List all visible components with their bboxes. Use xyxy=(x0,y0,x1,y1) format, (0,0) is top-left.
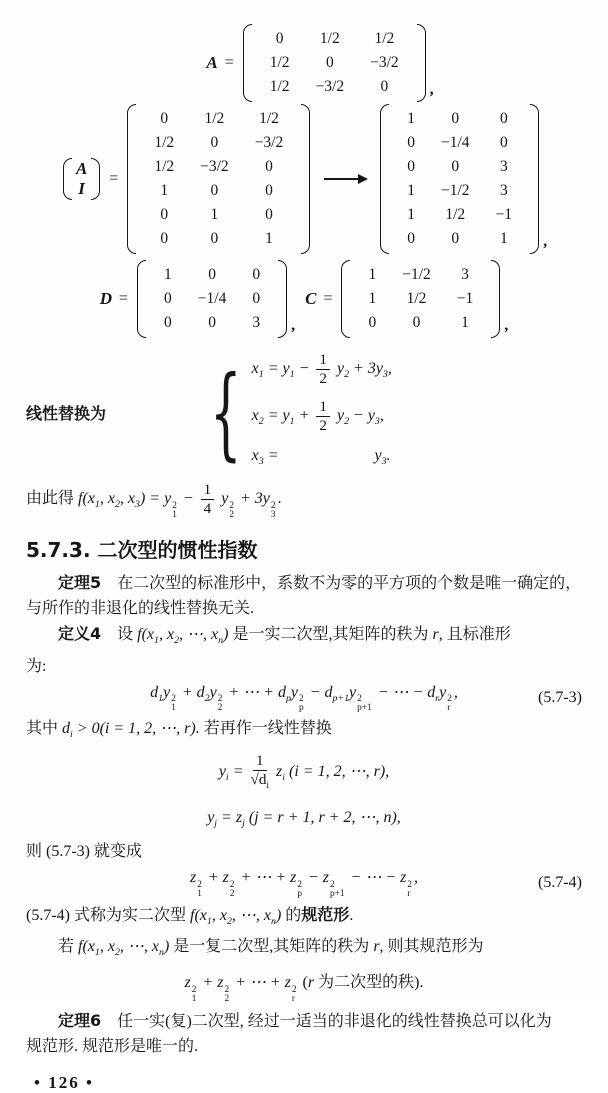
matrix-a-label: A xyxy=(206,53,218,72)
matrix-cell: 0 xyxy=(164,290,172,307)
matrix-cell: −3/2 xyxy=(315,78,345,95)
matrix-cell: 0 xyxy=(208,266,216,283)
matrix-a xyxy=(243,24,426,102)
matrix-cell: 0 xyxy=(451,158,460,175)
substitution-system xyxy=(194,346,392,478)
matrix-cell: 0 xyxy=(210,230,219,247)
matrix-cell: 0 xyxy=(275,30,284,47)
equation-5-7-4-body: z 2 1 + z 2 2 + ⋯ + z 2 p − z 2 p+1 − ⋯ − z 2 r , xyxy=(189,869,418,900)
matrix-cell: −1/2 xyxy=(402,266,431,283)
left-paren xyxy=(380,104,389,254)
substitution-eq-3: $x_3 = y_3$. xyxy=(251,446,391,467)
matrix-cell: 0 xyxy=(368,314,377,331)
matrix-cell: 1/2 xyxy=(154,134,175,151)
matrix-cell: 1/2 xyxy=(445,206,466,223)
left-paren xyxy=(341,260,350,338)
linear-substitution-label: 线性替换为 xyxy=(26,403,107,423)
right-paren xyxy=(301,104,310,254)
left-paren xyxy=(127,104,136,254)
matrix-d-label: D xyxy=(99,289,112,308)
equation-number-5-7-3: (5.7-3) xyxy=(538,688,582,706)
matrix-c-label: C xyxy=(305,289,317,308)
matrix-cell: 0 xyxy=(164,314,172,331)
matrix-cell: 0 xyxy=(265,158,273,175)
matrix-cell: 0 xyxy=(210,182,219,199)
matrix-cell: 0 xyxy=(208,314,216,331)
matrix-cell: 1/2 xyxy=(259,110,279,127)
matrix-cell: 0 xyxy=(407,158,415,175)
matrix-cell: 0 xyxy=(160,206,169,223)
canonical-form-paragraph: (5.7-4) 式称为实二次型 $f(x_1$, $x_2$, ⋯, $x_n$) 的规范形. xyxy=(26,904,354,927)
matrix-cell: 1/2 xyxy=(269,78,290,95)
matrix-cell: 0 xyxy=(160,110,169,127)
matrix-cell: −3/2 xyxy=(200,158,229,175)
matrix-cell: 0 xyxy=(252,266,261,283)
matrix-cell: 1/2 xyxy=(154,158,175,175)
matrix-cell: 3 xyxy=(499,158,508,175)
result-function-line: 由此得 $f(x_1$, $x_2$, $x_3) = y$ 2 1 − $\frac{1}{4}$ y 2 2 + 3y 2 3 . xyxy=(26,481,282,521)
matrix-cell: 0 xyxy=(407,230,415,247)
matrix-d xyxy=(137,260,287,338)
matrix-cell: 0 xyxy=(210,134,219,151)
stacked-a-i-label xyxy=(63,158,100,199)
matrix-cell: 1 xyxy=(499,230,508,247)
page-number: • 126 • xyxy=(34,1073,94,1093)
matrix-cell: 1/2 xyxy=(319,30,340,47)
matrix-cell: 1 xyxy=(265,230,273,247)
augmented-matrix-equation xyxy=(26,104,582,254)
left-paren xyxy=(137,260,146,338)
comma: , xyxy=(291,317,296,334)
matrix-cell: −1 xyxy=(456,290,474,307)
equation-5-7-4 xyxy=(26,867,582,899)
matrix-cell: 0 xyxy=(451,110,460,127)
reduced-matrix xyxy=(380,104,539,254)
matrix-cell: −1 xyxy=(495,206,513,223)
matrix-cell: 1 xyxy=(461,314,469,331)
left-brace: { xyxy=(209,353,242,471)
matrix-cell: 0 xyxy=(252,290,261,307)
matrix-cell: −3/2 xyxy=(370,54,399,71)
matrix-cell: 0 xyxy=(499,134,508,151)
equals-sign: = xyxy=(119,290,129,307)
matrix-cell: 1 xyxy=(407,110,415,127)
matrix-cell: 3 xyxy=(499,182,508,199)
stack-top-a: A xyxy=(75,159,88,179)
matrix-cell: 0 xyxy=(499,110,508,127)
matrix-cell: 1/2 xyxy=(406,290,427,307)
right-paren xyxy=(530,104,539,254)
matrix-cell: 1 xyxy=(368,290,377,307)
right-paren xyxy=(491,260,500,338)
augmented-matrix xyxy=(127,104,310,254)
substitution-yi-equation: $y_i$ = $\frac{1}{√d_i}$ $z_i$ (i = 1, 2, ⋯, r), xyxy=(218,751,390,791)
matrix-a-equation xyxy=(42,24,598,102)
matrix-cell: −1/4 xyxy=(197,290,227,307)
matrix-cell: 1 xyxy=(164,266,172,283)
then-becomes-line: 则 (5.7-3) 就变成 xyxy=(26,843,142,861)
right-paren xyxy=(278,260,287,338)
matrix-cell: 0 xyxy=(265,206,273,223)
matrix-cell: 1 xyxy=(210,206,219,223)
matrix-cell: −1/2 xyxy=(441,182,470,199)
matrix-cell: 1/2 xyxy=(204,110,225,127)
matrix-cell: 0 xyxy=(325,54,334,71)
comma: , xyxy=(504,317,509,334)
equation-5-7-3 xyxy=(26,682,582,714)
matrix-cell: 0 xyxy=(407,134,415,151)
complex-canonical-form: z 2 1 + z 2 2 + ⋯ + z 2 r (r 为二次型的秩). xyxy=(184,973,424,1004)
matrix-cell: 1/2 xyxy=(269,54,290,71)
substitution-eq-1: $x_1 = y_1$ − $\frac{1}{2}$ $y_2 + 3y_3$, xyxy=(251,351,392,387)
matrix-cell: 1/2 xyxy=(374,30,395,47)
matrix-cell: 0 xyxy=(451,230,460,247)
condition-line: 其中 $d_i > 0(i = 1$, 2, ⋯, r). 若再作一线性替换 xyxy=(26,719,332,740)
matrix-cell: 0 xyxy=(265,182,273,199)
equation-number-5-7-4: (5.7-4) xyxy=(538,874,582,892)
matrix-c xyxy=(341,260,500,338)
matrix-cell: 1 xyxy=(407,182,415,199)
matrix-cell: 1 xyxy=(368,266,377,283)
matrix-cell: 1 xyxy=(407,206,415,223)
equals-sign: = xyxy=(323,290,333,307)
right-paren xyxy=(91,158,100,199)
matrix-cell: 0 xyxy=(380,78,389,95)
matrix-cell: 0 xyxy=(160,230,169,247)
equation-5-7-3-body: $d_1y$ 2 1 + $d_2y$ 2 2 + ⋯ + $d_py$ 2 p − $d_{p+1}y$ 2 p+1 − ⋯ − $d_ry$ 2 r , xyxy=(150,683,458,714)
matrix-cell: 0 xyxy=(412,314,421,331)
matrix-cell: 1 xyxy=(160,182,169,199)
complex-case-paragraph: 若 $f(x_1$, $x_2$, ⋯, $x_n$) 是一复二次型,其矩阵的秩为 r, 则其规范形为 xyxy=(58,937,484,958)
matrix-cell: −3/2 xyxy=(254,134,284,151)
comma: , xyxy=(429,81,434,98)
matrix-cell: −1/4 xyxy=(441,134,470,151)
right-arrow-icon xyxy=(324,178,366,180)
comma: , xyxy=(543,233,548,250)
substitution-yj-equation: $y_j = z_j$ (j = r + 1, r + 2, ⋯, n), xyxy=(207,809,401,830)
right-paren xyxy=(417,24,426,102)
theorem-6-paragraph: 定理6 任一实(复)二次型, 经过一适当的非退化的线性替换总可以化为 规范形. 规范形是唯一的. xyxy=(26,1011,552,1056)
left-paren xyxy=(243,24,252,102)
substitution-eq-2: $x_2 = y_1$ + $\frac{1}{2}$ $y_2 - y_3$, xyxy=(251,397,384,434)
stack-bottom-i: I xyxy=(78,179,85,198)
left-paren xyxy=(63,158,72,199)
section-heading: 5.7.3. 二次型的惯性指数 xyxy=(26,538,258,563)
linear-substitution-block xyxy=(26,346,582,478)
definition-4-paragraph: 定义4 设 $f(x_1$, $x_2$, ⋯, $x_n$) 是一实二次型,其矩阵的秩为 r, 且标准形 为: xyxy=(26,624,511,675)
equals-sign: = xyxy=(224,54,234,71)
equals-sign: = xyxy=(109,170,119,187)
theorem-5-paragraph: 定理5 在二次型的标准形中，系数不为零的平方项的个数是唯一确定的， 与所作的非退化的线性替换无关. xyxy=(26,573,582,618)
matrix-cell: 3 xyxy=(461,266,469,283)
matrix-cell: 3 xyxy=(252,314,261,331)
d-c-matrices-equation xyxy=(26,260,582,338)
